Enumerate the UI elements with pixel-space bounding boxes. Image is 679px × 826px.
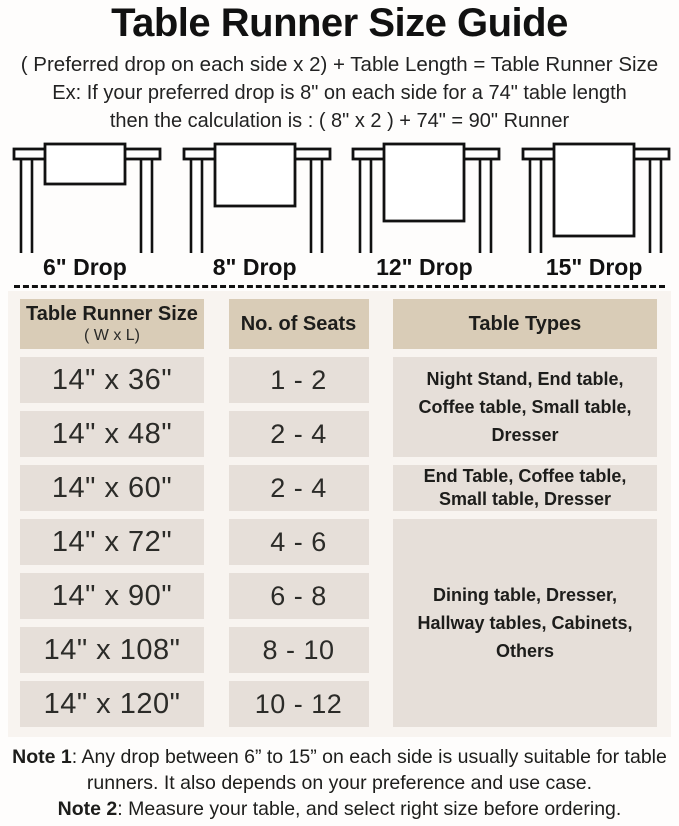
diagram-15-drop bbox=[509, 141, 679, 280]
size-table bbox=[8, 291, 671, 737]
drop-diagrams-row bbox=[0, 141, 679, 280]
table-types-group-1: Night Stand, End table, Coffee table, Small table, Dresser bbox=[393, 357, 657, 457]
table-leg-right bbox=[141, 155, 152, 253]
diagram-6-drop bbox=[0, 141, 170, 280]
note-2 bbox=[0, 796, 679, 822]
seats-cell: 1 - 2 bbox=[229, 357, 369, 403]
table-runner-illustration bbox=[511, 141, 677, 253]
size-cell: 14" x 36" bbox=[20, 357, 204, 403]
table-leg-left bbox=[21, 155, 32, 253]
table-types-group-2: End Table, Coffee table, Small table, Dresser bbox=[393, 465, 657, 511]
table-runner-illustration bbox=[2, 141, 168, 253]
drop-label: 15" Drop bbox=[545, 254, 643, 280]
col-header-table-types: Table Types bbox=[393, 299, 657, 349]
table-runner-illustration bbox=[341, 141, 507, 253]
size-cell: 14" x 90" bbox=[20, 573, 204, 619]
page-title: Table Runner Size Guide bbox=[111, 1, 568, 45]
note-2-label: Note 2 bbox=[57, 798, 118, 820]
drop-label: 8" Drop bbox=[212, 254, 297, 280]
diagram-12-drop bbox=[340, 141, 510, 280]
table-leg-right bbox=[650, 155, 661, 253]
table-runner-illustration bbox=[172, 141, 338, 253]
runner-drape bbox=[215, 144, 295, 206]
size-cell: 14" x 108" bbox=[20, 627, 204, 673]
seats-cell: 8 - 10 bbox=[229, 627, 369, 673]
runner-drape bbox=[554, 144, 634, 236]
table-leg-left bbox=[360, 155, 371, 253]
size-cell: 14" x 60" bbox=[20, 465, 204, 511]
table-types-group-3: Dining table, Dresser, Hallway tables, Cabinets, Others bbox=[393, 519, 657, 727]
note-1-label: Note 1 bbox=[12, 746, 72, 768]
note-2-text: : Measure your table, and select right size before ordering. bbox=[117, 798, 622, 820]
table-leg-left bbox=[530, 155, 541, 253]
col-header-runner-size: Table Runner Size ( W x L) bbox=[20, 299, 204, 349]
notes-block bbox=[0, 744, 679, 822]
seats-cell: 2 - 4 bbox=[229, 465, 369, 511]
drop-label: 6" Drop bbox=[43, 254, 127, 280]
example-line-2: then the calculation is : ( 8" x 2 ) + 74" = 90" Runner bbox=[109, 110, 570, 132]
drop-label: 12" Drop bbox=[376, 254, 473, 280]
size-cell: 14" x 120" bbox=[20, 681, 204, 727]
seats-cell: 4 - 6 bbox=[229, 519, 369, 565]
diagram-8-drop bbox=[170, 141, 340, 280]
note-1 bbox=[0, 744, 679, 796]
seats-cell: 6 - 8 bbox=[229, 573, 369, 619]
seats-cell: 10 - 12 bbox=[229, 681, 369, 727]
note-1-text: : Any drop between 6” to 15” on each side is usually suitable for table runners. It also depends on your preference and use case. bbox=[71, 746, 667, 794]
example-line-1: Ex: If your preferred drop is 8" on each side for a 74" table length bbox=[52, 82, 627, 104]
runner-drape bbox=[45, 144, 125, 184]
table-leg-right bbox=[311, 155, 322, 253]
runner-drape bbox=[384, 144, 464, 221]
seats-cell: 2 - 4 bbox=[229, 411, 369, 457]
table-leg-right bbox=[480, 155, 491, 253]
formula-text: ( Preferred drop on each side x 2) + Table Length = Table Runner Size bbox=[20, 53, 659, 76]
col-header-seats: No. of Seats bbox=[229, 299, 369, 349]
table-leg-left bbox=[191, 155, 202, 253]
size-cell: 14" x 48" bbox=[20, 411, 204, 457]
dashed-divider bbox=[14, 285, 665, 288]
size-cell: 14" x 72" bbox=[20, 519, 204, 565]
